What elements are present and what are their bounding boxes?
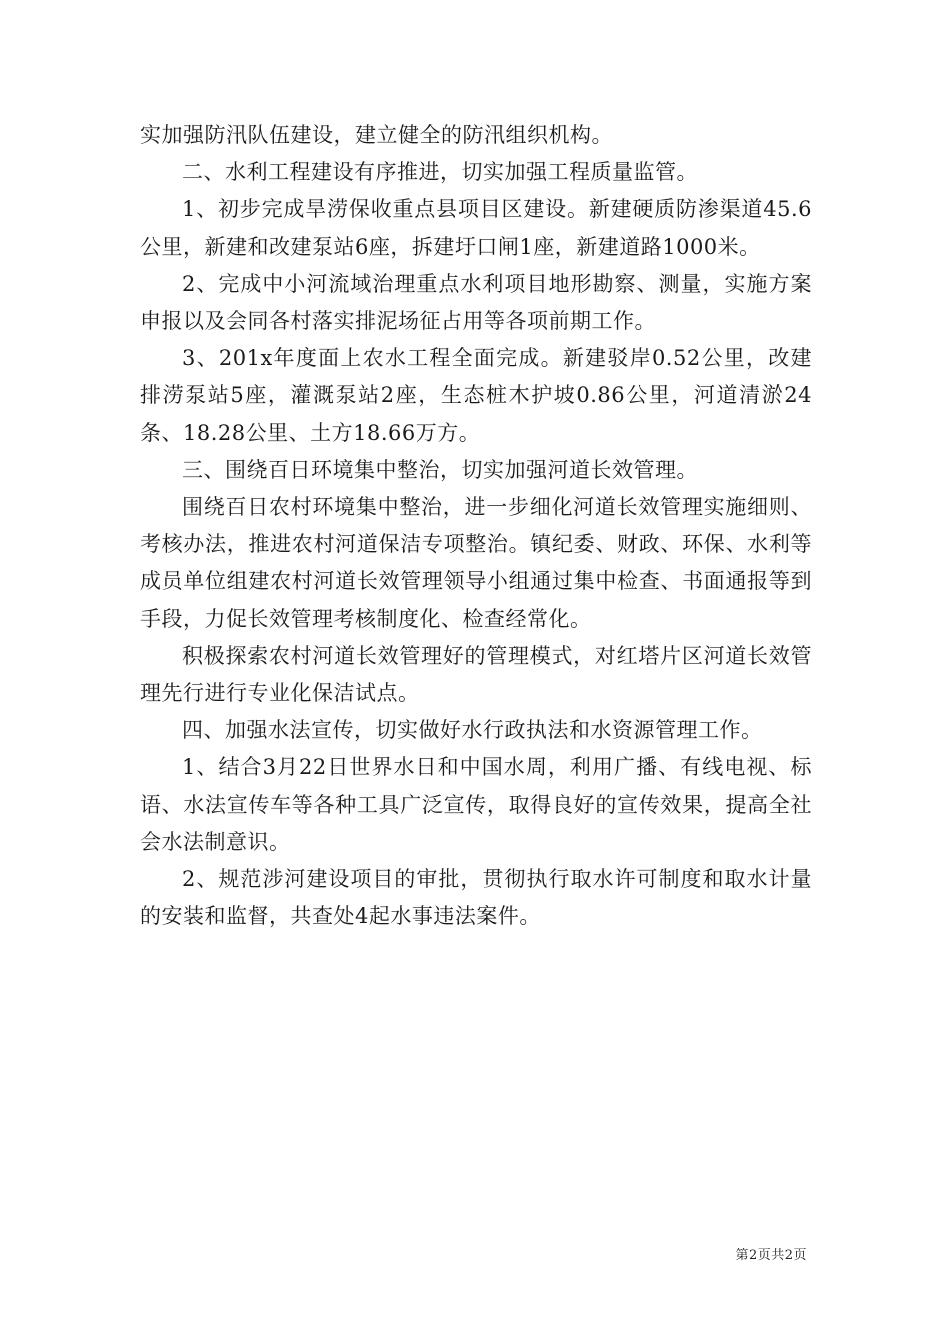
heading-section-3: 三、围绕百日环境集中整治，切实加强河道长效管理。: [182, 457, 698, 482]
paragraph-1: 实加强防汛队伍建设，建立健全的防汛组织机构。: [140, 123, 613, 147]
paragraph-4-2: 2、规范涉河建设项目的审批，贯彻执行取水许可制度和取水计量的安装和监督，共查处4起水事违法案件。: [140, 867, 812, 929]
paragraph-2-3: 3、201x年度面上农水工程全面完成。新建驳岸0.52公里，改建排涝泵站5座，灌溉泵站2座，生态桩木护坡0.86公里，河道清淤24条、18.28公里、土方18.66万方。: [140, 346, 812, 445]
paragraph-2-1: 1、初步完成旱涝保收重点县项目区建设。新建硬质防渗渠道45.6公里，新建和改建泵站6座，拆建圩口闸1座，新建道路1000米。: [140, 197, 812, 259]
paragraph-2-2: 2、完成中小河流域治理重点水利项目地形勘察、测量，实施方案申报以及会同各村落实排泥场征占用等各项前期工作。: [140, 271, 812, 334]
paragraph-3-1: 围绕百日农村环境集中整治，进一步细化河道长效管理实施细则、考核办法，推进农村河道保洁专项整治。镇纪委、财政、环保、水利等成员单位组建农村河道长效管理领导小组通过集中检查、书面通报等到手段，力促长效管理考核制度化、检查经常化。: [140, 495, 812, 631]
paragraph-3-2: 积极探索农村河道长效管理好的管理模式，对红塔片区河道长效管理先行进行专业化保洁试点。: [140, 643, 812, 706]
page-number-footer: 第2页共2页: [735, 1248, 807, 1263]
heading-section-2: 二、水利工程建设有序推进，切实加强工程质量监管。: [182, 160, 698, 185]
heading-section-4: 四、加强水法宣传，切实做好水行政执法和水资源管理工作。: [182, 718, 763, 743]
document-body: [140, 117, 812, 935]
paragraph-4-1: 1、结合3月22日世界水日和中国水周，利用广播、有线电视、标语、水法宣传车等各种工具广泛宣传，取得良好的宣传效果，提高全社会水法制意识。: [140, 755, 812, 854]
